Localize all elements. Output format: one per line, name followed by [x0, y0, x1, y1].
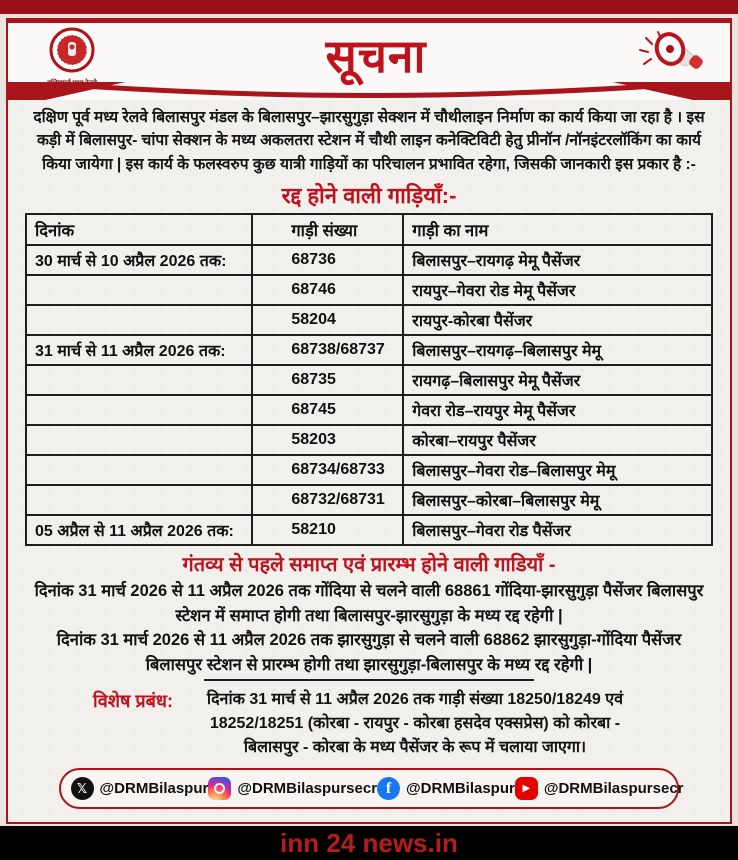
cancelled-trains-table [25, 213, 713, 546]
watermark-text: inn 24 news.in [280, 827, 458, 858]
cell-train-number: 68736 [252, 245, 403, 275]
notice-header-banner [8, 20, 730, 100]
table-row [26, 395, 712, 425]
social-media-bar [59, 768, 684, 809]
youtube-icon: ▶ [515, 777, 538, 800]
social-link-facebook[interactable] [377, 777, 515, 800]
table-row [26, 275, 712, 305]
cell-train-name: बिलासपुर–गेवरा रोड पैसेंजर [403, 515, 712, 545]
cell-train-number: 68746 [252, 275, 403, 305]
cell-train-name: रायपुर–गेवरा रोड मेमू पैसेंजर [403, 275, 712, 305]
social-handle: @DRMBilaspursecr [543, 780, 684, 798]
cell-date [26, 425, 252, 455]
cell-train-number: 58203 [252, 425, 403, 455]
notice-title: सूचना [325, 30, 427, 82]
header-date: दिनांक [26, 214, 252, 245]
cell-train-number: 68734/68733 [252, 455, 403, 485]
table-row [26, 245, 712, 275]
railway-emblem [26, 27, 118, 88]
cell-date [26, 365, 252, 395]
cell-train-name: बिलासपुर–रायगढ़–बिलासपुर मेमू [403, 335, 712, 365]
social-handle: @DRMBilaspur [99, 780, 209, 798]
top-red-strip [0, 0, 738, 14]
watermark-bar [0, 826, 738, 860]
cell-date [26, 395, 252, 425]
cell-date: 31 मार्च से 11 अप्रैल 2026 तक: [26, 335, 252, 365]
cell-train-name: कोरबा–रायपुर पैसेंजर [403, 425, 712, 455]
social-handle: @DRMBilaspur [406, 780, 515, 798]
table-row [26, 425, 712, 455]
header-train-number: गाड़ी संख्या [252, 214, 403, 245]
cell-train-number: 58204 [252, 305, 403, 335]
cell-train-number: 68745 [252, 395, 403, 425]
social-link-youtube[interactable] [515, 777, 684, 800]
cell-train-number: 68738/68737 [252, 335, 403, 365]
cell-date [26, 455, 252, 485]
railway-notice-poster [6, 18, 732, 824]
cell-train-number: 68735 [252, 365, 403, 395]
cell-train-number: 68732/68731 [252, 485, 403, 515]
table-row [26, 365, 712, 395]
cell-date [26, 305, 252, 335]
special-arrangement-text: दिनांक 31 मार्च से 11 अप्रैल 2026 तक गाड़ी संख्या 18250/18249 एवं 18252/18251 (कोरबा - रायपुर - कोरबा हसदेव एक्सप्रेस) को कोरबा - बिलासपुर - कोरबा के मध्य पैसेंजर के रूप में चलाया जाएगा। [206, 691, 623, 757]
facebook-icon: f [377, 777, 400, 800]
table-header-row [26, 214, 712, 245]
banner-bottom-curve [8, 82, 730, 100]
header-train-name: गाड़ी का नाम [403, 214, 712, 245]
social-link-x[interactable] [71, 777, 209, 800]
social-link-instagram[interactable] [208, 777, 377, 800]
special-arrangement-block [8, 688, 730, 760]
table-row [26, 455, 712, 485]
cell-date [26, 275, 252, 305]
cell-train-number: 58210 [252, 515, 403, 545]
table-row [26, 515, 712, 545]
special-arrangement-label: विशेष प्रबंध: [93, 691, 173, 712]
cell-date: 05 अप्रैल से 11 अप्रैल 2026 तक: [26, 515, 252, 545]
table-row [26, 305, 712, 335]
cell-train-name: रायगढ़–बिलासपुर मेमू पैसेंजर [403, 365, 712, 395]
cell-date: 30 मार्च से 10 अप्रैल 2026 तक: [26, 245, 252, 275]
cell-train-name: गेवरा रोड–रायपुर मेमू पैसेंजर [403, 395, 712, 425]
railway-logo-icon [49, 27, 95, 73]
cell-train-name: बिलासपुर–कोरबा–बिलासपुर मेमू [403, 485, 712, 515]
cell-train-name: बिलासपुर–गेवरा रोड–बिलासपुर मेमू [403, 455, 712, 485]
cell-train-name: रायपुर-कोरबा पैसेंजर [403, 305, 712, 335]
terminated-paragraph-2: दिनांक 31 मार्च 2026 से 11 अप्रैल 2026 तक झारसुगुड़ा से चलने वाली 68862 झारसुगुड़ा-गोंदिया पैसेंजर बिलासपुर स्टेशन से प्रारम्भ होगी तथा झारसुगुड़ा-बिलासपुर के मध्य रद्द रहेगी | [56, 631, 682, 674]
emphasis-underline [204, 679, 534, 682]
terminated-paragraph-1: दिनांक 31 मार्च 2026 से 11 अप्रैल 2026 तक गोंदिया से चलने वाली 68861 गोंदिया-झारसुगुड़ा पैसेंजर बिलासपुर स्टेशन में समाप्त होगी तथा बिलासपुर-झारसुगुड़ा के मध्य रद्द रहेगी | [34, 581, 704, 625]
x-twitter-icon: 𝕏 [71, 777, 94, 800]
terminated-trains-title: गंतव्य से पहले समाप्त एवं प्रारम्भ होने वाली गाडियाँ - [182, 553, 556, 576]
cell-date [26, 485, 252, 515]
table-row [26, 335, 712, 365]
cancelled-trains-title: रद्द होने वाली गाड़ियाँ:- [281, 182, 457, 208]
social-handle: @DRMBilaspursecr [237, 780, 378, 798]
instagram-icon [208, 777, 231, 800]
megaphone-icon [634, 28, 712, 80]
intro-paragraph: दक्षिण पूर्व मध्य रेलवे बिलासपुर मंडल के बिलासपुर–झारसुगुड़ा सेक्शन में चौथीलाइन निर्माण का कार्य किया जा रहा है । इस कड़ी में बिलासपुर- चांपा सेक्शन के मध्य अकलतरा स्टेशन में चौथी लाइन कनेक्टिविटी हेतु प्रीनॉन /नॉनइंटरलॉकिंग का कार्य किया जायेगा | इस कार्य के फलस्वरुप कुछ यात्री गाड़ियों का परिचालन प्रभावित रहेगा, जिसकी जानकारी इस प्रकार है :- [33, 109, 705, 173]
cell-train-name: बिलासपुर–रायगढ़ मेमू पैसेंजर [403, 245, 712, 275]
table-row [26, 485, 712, 515]
